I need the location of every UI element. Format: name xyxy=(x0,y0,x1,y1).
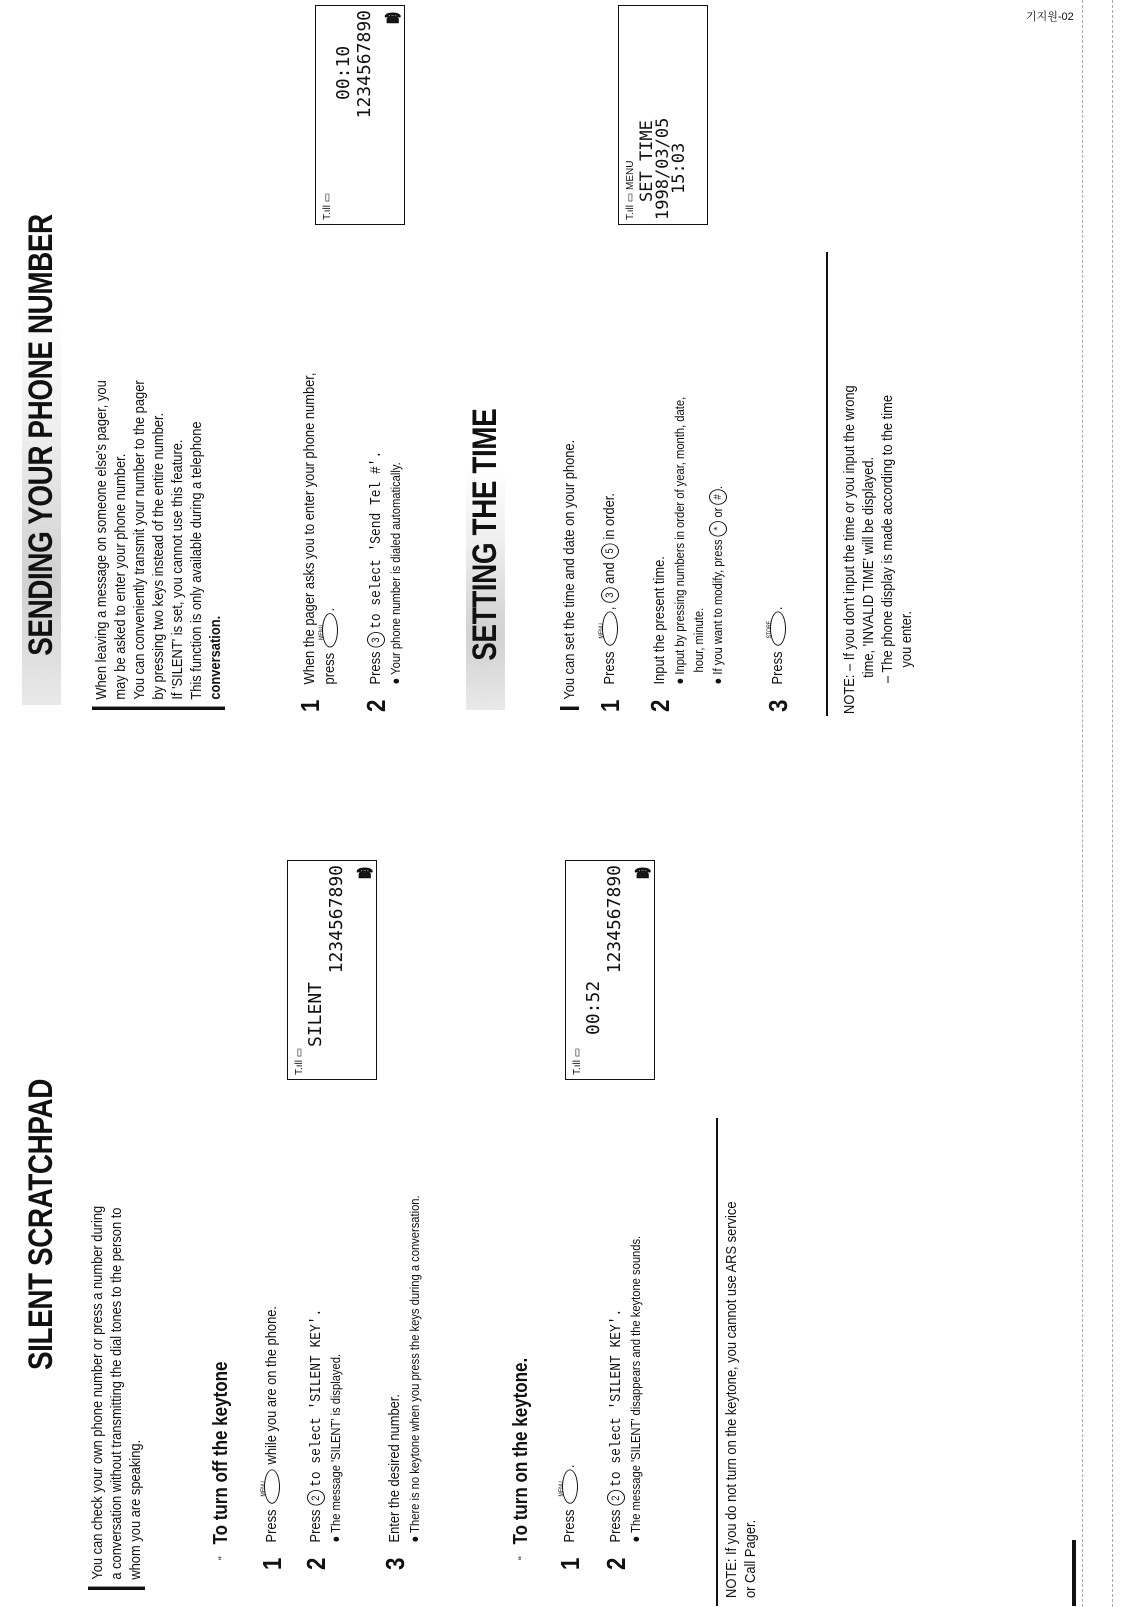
handset-icon: ☎ xyxy=(356,865,374,881)
lcd-line-1: SET TIME xyxy=(637,120,657,202)
sending-title: SENDING YOUR PHONE NUMBER xyxy=(22,214,61,705)
on-heading-mark: " xyxy=(516,1556,530,1560)
page-reference: 기지원-02 xyxy=(1026,11,1074,23)
menu-key-icon xyxy=(559,1470,578,1504)
step-text: to select 'Send Tel #'. xyxy=(368,450,385,629)
signal-battery-icon: T.ıll ▭ xyxy=(572,1047,583,1075)
lcd-sending xyxy=(315,5,405,225)
lcd-sending-content xyxy=(322,10,375,220)
bullet-text: Input by pressing numbers in order of year, month, date, xyxy=(671,396,687,675)
or-label: or xyxy=(709,507,725,518)
step-text: Input the present time. xyxy=(651,556,668,685)
key-2-icon: 2 xyxy=(607,1490,625,1505)
note-rule xyxy=(716,1118,718,1606)
signal-battery-icon: T.ıll ▭ xyxy=(322,192,333,220)
key-3-icon: 3 xyxy=(601,587,619,602)
menu-key-icon xyxy=(318,613,338,647)
step-press-label: Press xyxy=(263,1509,280,1543)
bottom-mark xyxy=(1072,1540,1076,1606)
silent-intro-text: You can check your own phone number or press a number during a conversation without transmitting the dial tones to the person to whom you are speaking. xyxy=(89,1205,144,1580)
period: . xyxy=(769,606,786,611)
step-text: When the pager asks you to enter your phone number, xyxy=(301,372,318,685)
off-step-2 xyxy=(300,1209,345,1570)
sending-intro xyxy=(92,295,225,710)
lcd-line-1: 00:10 xyxy=(333,45,354,100)
step-press-label: Press xyxy=(367,651,384,685)
comma: , xyxy=(601,606,618,611)
time-step-3 xyxy=(762,454,793,712)
menu-key-label: MENU xyxy=(261,1481,268,1497)
step-number: 3 xyxy=(379,1557,410,1570)
lcd-keytone-content xyxy=(572,865,625,1075)
step-text: Enter the desired number. xyxy=(386,1394,403,1543)
menu-key-icon xyxy=(599,612,618,646)
step-press-label: Press xyxy=(601,651,618,685)
lcd-line-2: 1234567890 xyxy=(326,865,347,974)
on-heading xyxy=(510,1358,533,1560)
on-step-1 xyxy=(554,1312,585,1570)
time-title: SETTING THE TIME xyxy=(466,409,505,710)
sending-intro-line: by pressing two keys instead of the entire number. xyxy=(150,412,167,700)
and-label: and xyxy=(601,562,618,584)
off-heading-text: To turn off the keytone xyxy=(210,1361,232,1545)
off-heading xyxy=(210,1362,233,1560)
bullet-text: If you want to modify, press xyxy=(709,539,725,675)
on-bullet-2: ● The message 'SILENT' disappears and the keytone sounds. xyxy=(628,1235,643,1543)
silent-note xyxy=(722,1194,760,1598)
handset-icon: ☎ xyxy=(634,865,652,881)
bullet-text: There is no keytone when you press the keys during a conversation. xyxy=(406,1195,422,1533)
sending-intro-line: When leaving a message on someone else's pager, you xyxy=(93,380,110,700)
time-bullet-1b: hour, minute. xyxy=(690,607,706,673)
lcd-silent xyxy=(287,860,377,1080)
off-step-3 xyxy=(379,1192,424,1570)
time-note-rule xyxy=(826,252,828,716)
signal-battery-menu-icon: T.ıll ▭ MENU xyxy=(625,160,636,220)
off-step-1 xyxy=(256,1209,287,1570)
key-5-icon: 5 xyxy=(601,543,619,558)
time-step-2 xyxy=(644,308,727,712)
sending-intro-line: conversation. xyxy=(207,615,224,700)
time-intro-text: You can set the time and date on your phone. xyxy=(561,439,578,700)
menu-key-label: MENU xyxy=(599,623,606,639)
time-bullet-1: ● Input by pressing numbers in order of year, month, date, xyxy=(671,396,687,685)
step-text: while you are on the phone. xyxy=(263,1305,280,1465)
time-note-line: you enter. xyxy=(898,610,915,668)
edge-mark xyxy=(1112,0,1113,1607)
bullet-text: The message 'SILENT' is displayed. xyxy=(328,1353,343,1533)
menu-key-label: MENU xyxy=(318,624,325,640)
signal-battery-icon: T.ıll ▭ xyxy=(294,1047,305,1075)
lcd-line-1: SILENT xyxy=(305,981,326,1047)
lcd-line-2: 1234567890 xyxy=(354,10,375,119)
bullet-text: The message 'SILENT' disappears and the keytone sounds. xyxy=(628,1235,643,1533)
time-note xyxy=(840,310,916,714)
step-number: 2 xyxy=(300,1557,331,1570)
step-press-label: Press xyxy=(769,651,786,685)
period: . xyxy=(709,485,725,490)
lcd-keytone-on xyxy=(565,860,655,1080)
lcd-time-content xyxy=(623,10,687,220)
step-number: 1 xyxy=(594,699,625,712)
sending-step-1 xyxy=(294,308,339,712)
step-press-label: Press xyxy=(607,1509,624,1543)
store-key-icon xyxy=(767,612,786,646)
time-note-line: time, 'INVALID TIME' will be displayed. xyxy=(860,456,877,678)
lcd-silent-content xyxy=(294,865,347,1075)
sending-step-2 xyxy=(360,308,405,712)
fold-line xyxy=(1082,0,1083,1607)
step-number: 2 xyxy=(600,1557,631,1570)
time-step-1 xyxy=(594,308,625,712)
time-bullet-2: ● If you want to modify, press * or #. xyxy=(708,308,728,712)
lcd-set-time xyxy=(618,5,708,225)
period: . xyxy=(320,607,338,612)
star-key-icon: * xyxy=(709,521,727,536)
step-text: in order. xyxy=(601,493,618,540)
sending-bullet: ● Your phone number is dialed automatically. xyxy=(388,462,403,685)
key-2-icon: 2 xyxy=(307,1490,325,1505)
lcd-line-2: 1234567890 xyxy=(604,865,625,974)
step-press-label: Press xyxy=(307,1509,324,1543)
step-text: to select 'SILENT KEY'. xyxy=(308,1308,325,1487)
time-note-line: NOTE: – If you don't input the time or you input the wrong xyxy=(841,385,858,714)
step-press-label: press xyxy=(320,652,338,685)
sending-intro-line: If 'SILENT' is set, you cannot use this feature. xyxy=(169,439,186,700)
step-number: 1 xyxy=(256,1557,287,1570)
time-intro xyxy=(560,295,579,710)
step-text: to select 'SILENT KEY'. xyxy=(608,1308,625,1487)
on-heading-text: To turn on the keytone. xyxy=(510,1357,532,1545)
silent-title: SILENT SCRATCHPAD xyxy=(22,1079,60,1370)
key-3-icon: 3 xyxy=(367,632,385,647)
on-step-2 xyxy=(600,1174,645,1570)
step-press-label: Press xyxy=(561,1509,578,1543)
menu-key-icon xyxy=(261,1470,280,1504)
step-number: 1 xyxy=(294,699,325,712)
sending-intro-line: You can conveniently transmit your number to the pager xyxy=(131,380,148,700)
lcd-line-1: 00:52 xyxy=(583,980,604,1035)
time-note-line: – The phone display is made according to the time xyxy=(879,395,896,684)
off-bullet-2: ● The message 'SILENT' is displayed. xyxy=(328,1353,343,1543)
lcd-line-2: 1998/03/05 xyxy=(653,117,673,220)
hash-key-icon: # xyxy=(709,489,727,504)
lcd-line-3: 15:03 xyxy=(669,142,689,194)
step-number: 2 xyxy=(360,699,391,712)
silent-intro xyxy=(88,1201,145,1590)
step-number: 1 xyxy=(554,1557,585,1570)
off-heading-mark: " xyxy=(216,1556,230,1560)
menu-key-label: MENU xyxy=(559,1481,566,1497)
step-number: 2 xyxy=(644,699,675,712)
sending-intro-line: This function is only available during a telephone xyxy=(188,421,205,700)
store-key-label: STORE xyxy=(767,620,774,639)
step-number: 3 xyxy=(762,699,793,712)
off-bullet-3: ● There is no keytone when you press the keys during a conversation. xyxy=(406,1195,422,1543)
sending-intro-line: may be asked to enter your phone number. xyxy=(112,453,129,700)
silent-note-text: NOTE: If you do not turn on the keytone, you cannot use ARS service or Call Pager. xyxy=(723,1201,759,1598)
handset-icon: ☎ xyxy=(384,10,402,26)
bullet-text: Your phone number is dialed automatically. xyxy=(388,462,403,675)
period: . xyxy=(561,1464,578,1469)
